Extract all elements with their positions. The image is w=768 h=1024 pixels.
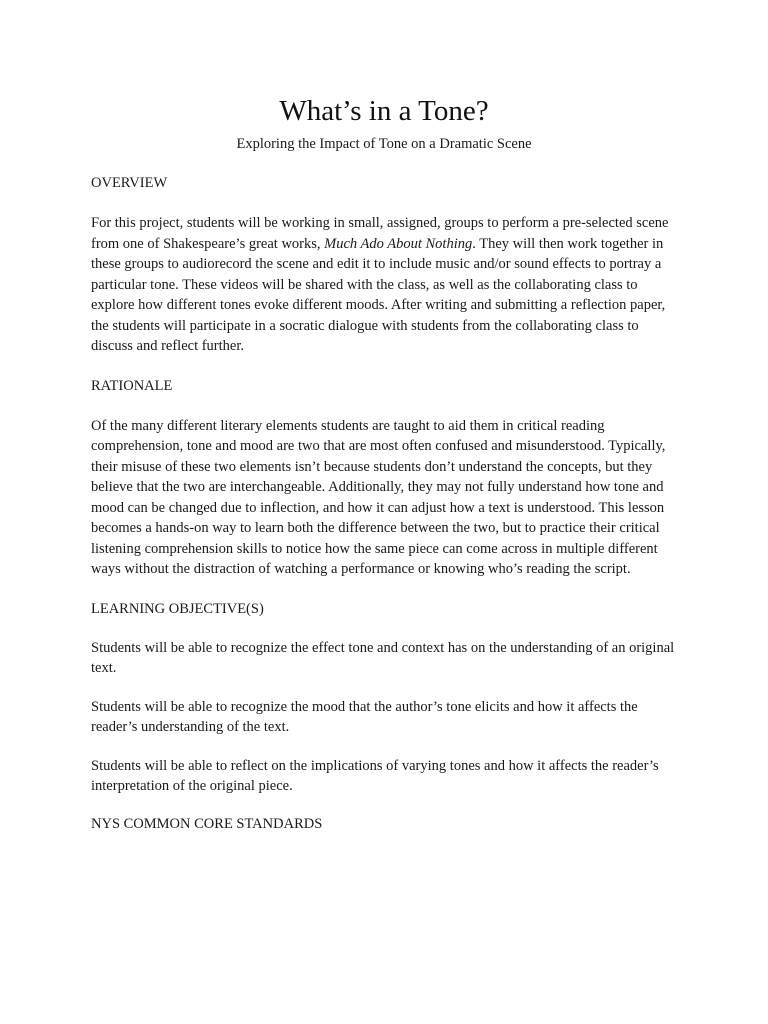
document-subtitle: Exploring the Impact of Tone on a Dramatic Scene [236, 136, 532, 152]
rationale-heading: RATIONALE [91, 377, 173, 394]
overview-text-start: For this project, students will be working in small, assigned, groups to perform a pre-selected scene from one of Shakespeare’s great works, [91, 215, 669, 252]
document-title: What’s in a Tone? [279, 95, 489, 127]
overview-heading: OVERVIEW [91, 175, 168, 191]
overview-paragraph [91, 213, 677, 357]
learning-objective-2: Students will be able to recognize the mood that the author’s tone elicits and how it affects the reader’s understanding of the text. [91, 698, 638, 735]
play-title: Much Ado About Nothing [324, 235, 473, 252]
learning-objective-3: Students will be able to reflect on the implications of varying tones and how it affects the reader’s interpretation of the original piece. [91, 757, 659, 794]
rationale-paragraph: Of the many different literary elements students are taught to aid them in critical reading comprehension, tone and mood are two that are most often confused and misunderstood. Typically, their misuse of these two elements isn’t because students don’t understand the concepts, but they believe that the two are interchangeable. Additionally, they may not fully understand how tone and mood can be changed due to inflection, and how it can adjust how a text is understood. This lesson becomes a hands-on way to learn both the difference between the two, but to practice their critical listening comprehension skills to notice how the same piece can come across in multiple different ways without the distraction of watching a performance or knowing who’s reading the script. [91, 417, 666, 577]
learning-objectives-heading: LEARNING OBJECTIVE(S) [91, 600, 264, 617]
standards-heading: NYS COMMON CORE STANDARDS [91, 815, 323, 832]
overview-text-end: . They will then work together in these groups to audiorecord the scene and edit it to include music and/or sound effects to portray a particular tone. These videos will be shared with the class, as well as the collaborating class to explore how different tones evoke different moods. After writing and submitting a reflection paper, the students will participate in a socratic dialogue with students from the collaborating class to discuss and reflect further. [91, 235, 666, 354]
learning-objective-1: Students will be able to recognize the effect tone and context has on the understanding of an original text. [91, 639, 675, 676]
